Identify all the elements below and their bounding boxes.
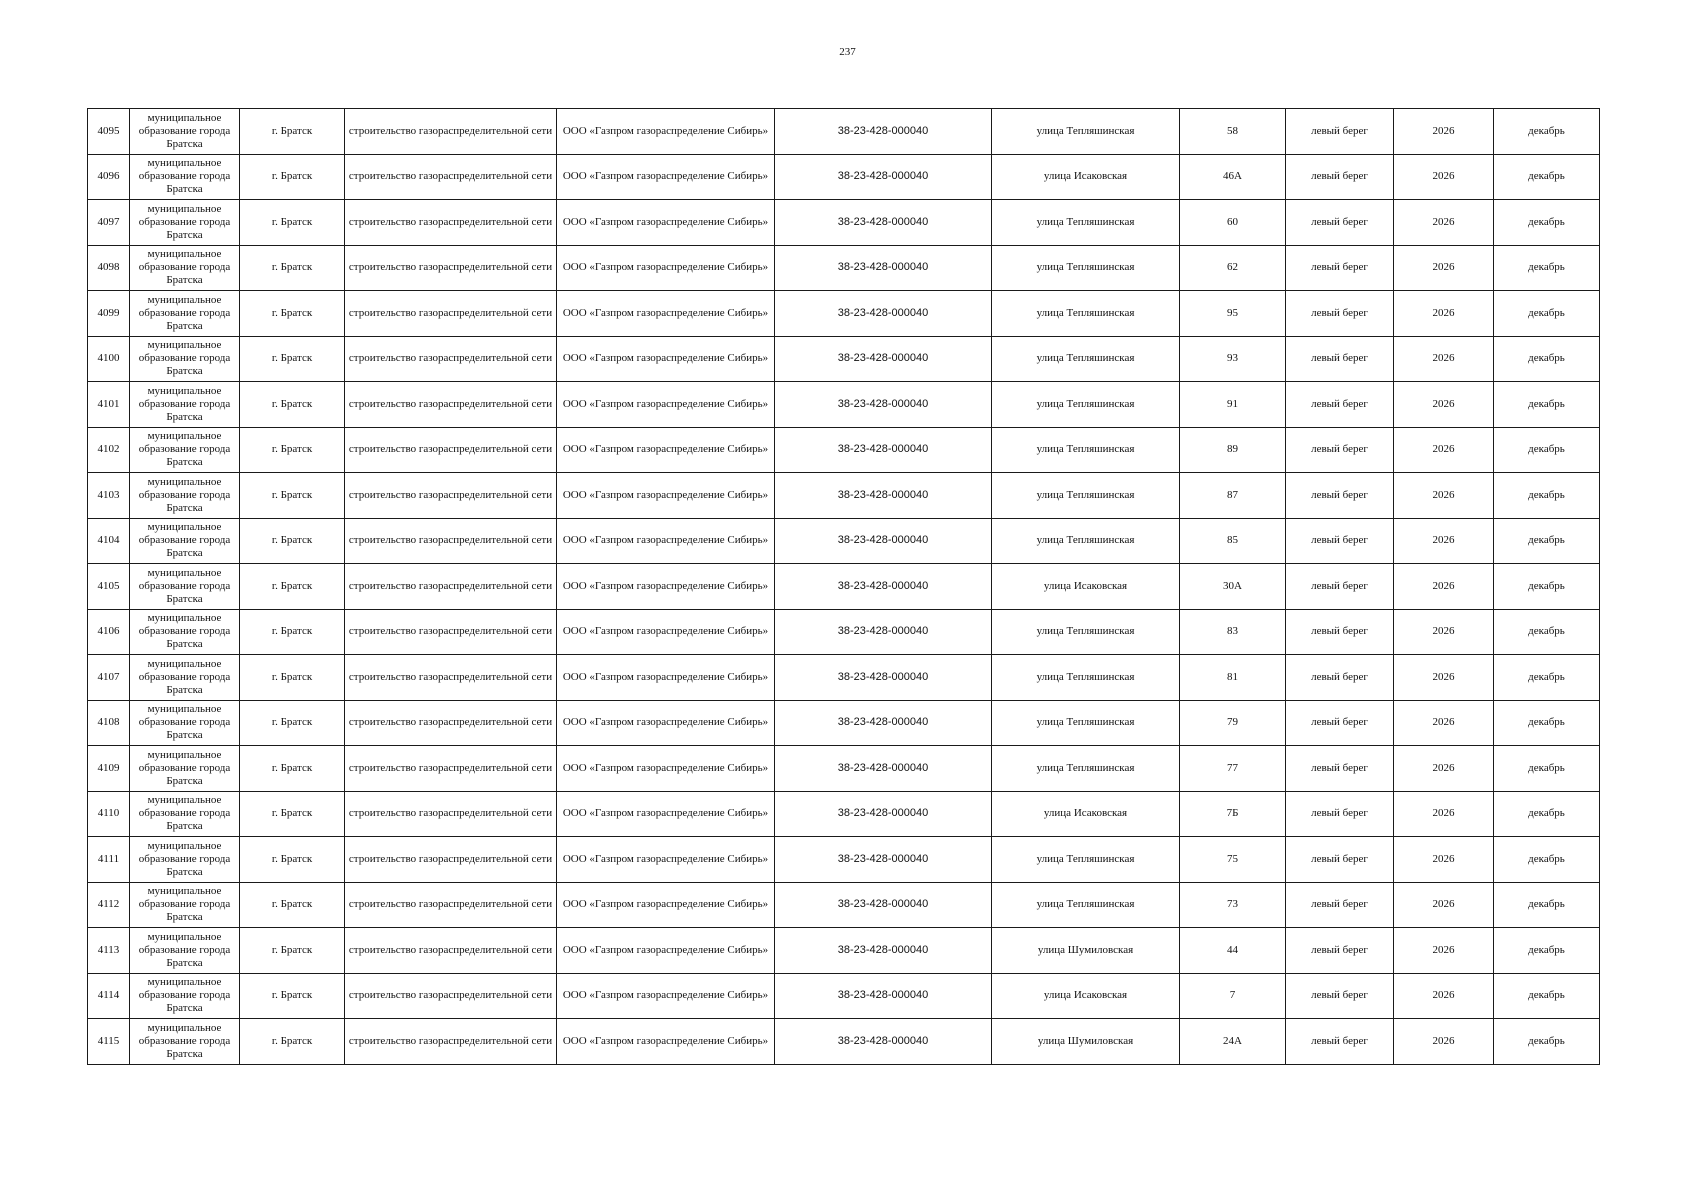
table-row <box>88 518 1600 564</box>
cell-code: 38-23-428-000040 <box>775 109 992 155</box>
cell-work-type: строительство газораспределительной сети <box>345 427 557 473</box>
cell-organization: ООО «Газпром газораспределение Сибирь» <box>557 382 775 428</box>
cell-street: улица Тепляшинская <box>992 336 1180 382</box>
cell-house: 75 <box>1180 837 1286 883</box>
table-row <box>88 245 1600 291</box>
cell-municipality: муниципальное образование города Братска <box>130 791 240 837</box>
cell-bank: левый берег <box>1286 700 1394 746</box>
cell-num: 4098 <box>88 245 130 291</box>
cell-work-type: строительство газораспределительной сети <box>345 473 557 519</box>
cell-year: 2026 <box>1394 200 1494 246</box>
cell-code: 38-23-428-000040 <box>775 473 992 519</box>
table-row <box>88 427 1600 473</box>
cell-month: декабрь <box>1494 882 1600 928</box>
page-number: 237 <box>839 46 856 58</box>
cell-street: улица Тепляшинская <box>992 291 1180 337</box>
cell-municipality: муниципальное образование города Братска <box>130 746 240 792</box>
cell-month: декабрь <box>1494 928 1600 974</box>
cell-work-type: строительство газораспределительной сети <box>345 200 557 246</box>
cell-municipality: муниципальное образование города Братска <box>130 200 240 246</box>
cell-house: 30А <box>1180 564 1286 610</box>
cell-street: улица Тепляшинская <box>992 655 1180 701</box>
cell-city: г. Братск <box>240 245 345 291</box>
table-row <box>88 746 1600 792</box>
cell-organization: ООО «Газпром газораспределение Сибирь» <box>557 791 775 837</box>
cell-house: 81 <box>1180 655 1286 701</box>
cell-bank: левый берег <box>1286 1019 1394 1065</box>
cell-municipality: муниципальное образование города Братска <box>130 928 240 974</box>
cell-month: декабрь <box>1494 291 1600 337</box>
cell-street: улица Исаковская <box>992 564 1180 610</box>
cell-street: улица Тепляшинская <box>992 382 1180 428</box>
table-row <box>88 973 1600 1019</box>
cell-num: 4095 <box>88 109 130 155</box>
table-row <box>88 473 1600 519</box>
cell-year: 2026 <box>1394 154 1494 200</box>
cell-organization: ООО «Газпром газораспределение Сибирь» <box>557 564 775 610</box>
cell-house: 62 <box>1180 245 1286 291</box>
cell-bank: левый берег <box>1286 564 1394 610</box>
cell-code: 38-23-428-000040 <box>775 518 992 564</box>
cell-year: 2026 <box>1394 928 1494 974</box>
cell-house: 93 <box>1180 336 1286 382</box>
cell-street: улица Тепляшинская <box>992 837 1180 883</box>
cell-work-type: строительство газораспределительной сети <box>345 154 557 200</box>
cell-bank: левый берег <box>1286 837 1394 883</box>
table-row <box>88 382 1600 428</box>
cell-work-type: строительство газораспределительной сети <box>345 700 557 746</box>
cell-house: 77 <box>1180 746 1286 792</box>
table-row <box>88 882 1600 928</box>
cell-work-type: строительство газораспределительной сети <box>345 1019 557 1065</box>
cell-work-type: строительство газораспределительной сети <box>345 291 557 337</box>
cell-month: декабрь <box>1494 564 1600 610</box>
cell-month: декабрь <box>1494 154 1600 200</box>
cell-city: г. Братск <box>240 655 345 701</box>
cell-organization: ООО «Газпром газораспределение Сибирь» <box>557 746 775 792</box>
cell-bank: левый берег <box>1286 791 1394 837</box>
cell-street: улица Шумиловская <box>992 928 1180 974</box>
table-row <box>88 791 1600 837</box>
cell-year: 2026 <box>1394 382 1494 428</box>
cell-house: 95 <box>1180 291 1286 337</box>
cell-bank: левый берег <box>1286 245 1394 291</box>
cell-num: 4108 <box>88 700 130 746</box>
cell-code: 38-23-428-000040 <box>775 928 992 974</box>
cell-city: г. Братск <box>240 291 345 337</box>
cell-num: 4101 <box>88 382 130 428</box>
cell-month: декабрь <box>1494 382 1600 428</box>
cell-num: 4109 <box>88 746 130 792</box>
cell-num: 4097 <box>88 200 130 246</box>
cell-code: 38-23-428-000040 <box>775 200 992 246</box>
cell-city: г. Братск <box>240 336 345 382</box>
cell-bank: левый берег <box>1286 200 1394 246</box>
cell-code: 38-23-428-000040 <box>775 791 992 837</box>
cell-work-type: строительство газораспределительной сети <box>345 109 557 155</box>
cell-street: улица Тепляшинская <box>992 109 1180 155</box>
cell-city: г. Братск <box>240 837 345 883</box>
cell-num: 4110 <box>88 791 130 837</box>
cell-month: декабрь <box>1494 518 1600 564</box>
cell-street: улица Тепляшинская <box>992 700 1180 746</box>
cell-municipality: муниципальное образование города Братска <box>130 609 240 655</box>
cell-num: 4111 <box>88 837 130 883</box>
cell-street: улица Исаковская <box>992 791 1180 837</box>
cell-municipality: муниципальное образование города Братска <box>130 700 240 746</box>
cell-code: 38-23-428-000040 <box>775 609 992 655</box>
table-row <box>88 109 1600 155</box>
cell-organization: ООО «Газпром газораспределение Сибирь» <box>557 837 775 883</box>
cell-num: 4103 <box>88 473 130 519</box>
cell-organization: ООО «Газпром газораспределение Сибирь» <box>557 655 775 701</box>
cell-city: г. Братск <box>240 200 345 246</box>
cell-house: 60 <box>1180 200 1286 246</box>
cell-municipality: муниципальное образование города Братска <box>130 973 240 1019</box>
cell-organization: ООО «Газпром газораспределение Сибирь» <box>557 973 775 1019</box>
cell-municipality: муниципальное образование города Братска <box>130 245 240 291</box>
cell-month: декабрь <box>1494 473 1600 519</box>
cell-house: 73 <box>1180 882 1286 928</box>
cell-street: улица Тепляшинская <box>992 609 1180 655</box>
cell-code: 38-23-428-000040 <box>775 1019 992 1065</box>
cell-bank: левый берег <box>1286 973 1394 1019</box>
cell-month: декабрь <box>1494 245 1600 291</box>
cell-city: г. Братск <box>240 109 345 155</box>
cell-bank: левый берег <box>1286 154 1394 200</box>
cell-code: 38-23-428-000040 <box>775 245 992 291</box>
register-rows <box>88 109 1600 1065</box>
cell-work-type: строительство газораспределительной сети <box>345 609 557 655</box>
cell-house: 44 <box>1180 928 1286 974</box>
cell-num: 4106 <box>88 609 130 655</box>
cell-code: 38-23-428-000040 <box>775 382 992 428</box>
cell-house: 79 <box>1180 700 1286 746</box>
cell-organization: ООО «Газпром газораспределение Сибирь» <box>557 109 775 155</box>
cell-year: 2026 <box>1394 1019 1494 1065</box>
cell-month: декабрь <box>1494 791 1600 837</box>
cell-city: г. Братск <box>240 382 345 428</box>
table-row <box>88 609 1600 655</box>
cell-work-type: строительство газораспределительной сети <box>345 655 557 701</box>
cell-work-type: строительство газораспределительной сети <box>345 791 557 837</box>
cell-work-type: строительство газораспределительной сети <box>345 245 557 291</box>
cell-house: 7 <box>1180 973 1286 1019</box>
cell-municipality: муниципальное образование города Братска <box>130 473 240 519</box>
cell-organization: ООО «Газпром газораспределение Сибирь» <box>557 882 775 928</box>
cell-year: 2026 <box>1394 791 1494 837</box>
cell-work-type: строительство газораспределительной сети <box>345 973 557 1019</box>
cell-month: декабрь <box>1494 609 1600 655</box>
cell-organization: ООО «Газпром газораспределение Сибирь» <box>557 518 775 564</box>
cell-street: улица Тепляшинская <box>992 200 1180 246</box>
cell-code: 38-23-428-000040 <box>775 746 992 792</box>
cell-num: 4114 <box>88 973 130 1019</box>
cell-bank: левый берег <box>1286 427 1394 473</box>
cell-city: г. Братск <box>240 154 345 200</box>
cell-municipality: муниципальное образование города Братска <box>130 109 240 155</box>
cell-num: 4099 <box>88 291 130 337</box>
cell-month: декабрь <box>1494 200 1600 246</box>
cell-year: 2026 <box>1394 973 1494 1019</box>
cell-organization: ООО «Газпром газораспределение Сибирь» <box>557 154 775 200</box>
cell-year: 2026 <box>1394 336 1494 382</box>
cell-house: 87 <box>1180 473 1286 519</box>
cell-num: 4113 <box>88 928 130 974</box>
cell-year: 2026 <box>1394 655 1494 701</box>
cell-month: декабрь <box>1494 973 1600 1019</box>
cell-street: улица Шумиловская <box>992 1019 1180 1065</box>
cell-municipality: муниципальное образование города Братска <box>130 336 240 382</box>
cell-bank: левый берег <box>1286 655 1394 701</box>
cell-street: улица Тепляшинская <box>992 882 1180 928</box>
cell-year: 2026 <box>1394 564 1494 610</box>
table-row <box>88 837 1600 883</box>
cell-bank: левый берег <box>1286 291 1394 337</box>
cell-bank: левый берег <box>1286 473 1394 519</box>
cell-city: г. Братск <box>240 700 345 746</box>
table-row <box>88 200 1600 246</box>
cell-house: 91 <box>1180 382 1286 428</box>
cell-organization: ООО «Газпром газораспределение Сибирь» <box>557 291 775 337</box>
cell-year: 2026 <box>1394 700 1494 746</box>
cell-month: декабрь <box>1494 336 1600 382</box>
cell-code: 38-23-428-000040 <box>775 154 992 200</box>
cell-municipality: муниципальное образование города Братска <box>130 564 240 610</box>
table-row <box>88 564 1600 610</box>
cell-year: 2026 <box>1394 746 1494 792</box>
cell-month: декабрь <box>1494 109 1600 155</box>
cell-work-type: строительство газораспределительной сети <box>345 928 557 974</box>
register-table <box>87 108 1600 1065</box>
cell-organization: ООО «Газпром газораспределение Сибирь» <box>557 928 775 974</box>
cell-municipality: муниципальное образование города Братска <box>130 655 240 701</box>
cell-bank: левый берег <box>1286 746 1394 792</box>
cell-city: г. Братск <box>240 791 345 837</box>
cell-code: 38-23-428-000040 <box>775 837 992 883</box>
cell-code: 38-23-428-000040 <box>775 427 992 473</box>
table-row <box>88 1019 1600 1065</box>
cell-num: 4115 <box>88 1019 130 1065</box>
cell-house: 46А <box>1180 154 1286 200</box>
cell-house: 89 <box>1180 427 1286 473</box>
cell-organization: ООО «Газпром газораспределение Сибирь» <box>557 427 775 473</box>
cell-municipality: муниципальное образование города Братска <box>130 882 240 928</box>
cell-year: 2026 <box>1394 427 1494 473</box>
cell-organization: ООО «Газпром газораспределение Сибирь» <box>557 700 775 746</box>
cell-bank: левый берег <box>1286 882 1394 928</box>
cell-num: 4100 <box>88 336 130 382</box>
cell-house: 24А <box>1180 1019 1286 1065</box>
cell-code: 38-23-428-000040 <box>775 973 992 1019</box>
cell-year: 2026 <box>1394 609 1494 655</box>
cell-street: улица Тепляшинская <box>992 746 1180 792</box>
cell-street: улица Исаковская <box>992 973 1180 1019</box>
cell-work-type: строительство газораспределительной сети <box>345 837 557 883</box>
cell-year: 2026 <box>1394 473 1494 519</box>
cell-city: г. Братск <box>240 1019 345 1065</box>
cell-city: г. Братск <box>240 928 345 974</box>
cell-street: улица Тепляшинская <box>992 245 1180 291</box>
cell-month: декабрь <box>1494 700 1600 746</box>
cell-num: 4105 <box>88 564 130 610</box>
cell-house: 85 <box>1180 518 1286 564</box>
cell-street: улица Исаковская <box>992 154 1180 200</box>
cell-work-type: строительство газораспределительной сети <box>345 564 557 610</box>
cell-num: 4107 <box>88 655 130 701</box>
cell-code: 38-23-428-000040 <box>775 700 992 746</box>
cell-num: 4096 <box>88 154 130 200</box>
cell-organization: ООО «Газпром газораспределение Сибирь» <box>557 245 775 291</box>
cell-house: 58 <box>1180 109 1286 155</box>
cell-organization: ООО «Газпром газораспределение Сибирь» <box>557 336 775 382</box>
cell-month: декабрь <box>1494 1019 1600 1065</box>
cell-city: г. Братск <box>240 882 345 928</box>
cell-organization: ООО «Газпром газораспределение Сибирь» <box>557 1019 775 1065</box>
cell-city: г. Братск <box>240 564 345 610</box>
cell-municipality: муниципальное образование города Братска <box>130 291 240 337</box>
cell-organization: ООО «Газпром газораспределение Сибирь» <box>557 609 775 655</box>
cell-month: декабрь <box>1494 746 1600 792</box>
cell-bank: левый берег <box>1286 382 1394 428</box>
cell-municipality: муниципальное образование города Братска <box>130 382 240 428</box>
cell-organization: ООО «Газпром газораспределение Сибирь» <box>557 200 775 246</box>
cell-code: 38-23-428-000040 <box>775 291 992 337</box>
cell-municipality: муниципальное образование города Братска <box>130 518 240 564</box>
cell-year: 2026 <box>1394 518 1494 564</box>
cell-month: декабрь <box>1494 655 1600 701</box>
table-row <box>88 291 1600 337</box>
cell-year: 2026 <box>1394 882 1494 928</box>
cell-code: 38-23-428-000040 <box>775 564 992 610</box>
cell-house: 83 <box>1180 609 1286 655</box>
cell-street: улица Тепляшинская <box>992 473 1180 519</box>
cell-bank: левый берег <box>1286 609 1394 655</box>
cell-bank: левый берег <box>1286 928 1394 974</box>
cell-bank: левый берег <box>1286 336 1394 382</box>
cell-municipality: муниципальное образование города Братска <box>130 1019 240 1065</box>
cell-code: 38-23-428-000040 <box>775 336 992 382</box>
table-row <box>88 655 1600 701</box>
cell-street: улица Тепляшинская <box>992 427 1180 473</box>
cell-code: 38-23-428-000040 <box>775 655 992 701</box>
cell-num: 4104 <box>88 518 130 564</box>
cell-num: 4102 <box>88 427 130 473</box>
cell-city: г. Братск <box>240 518 345 564</box>
cell-year: 2026 <box>1394 291 1494 337</box>
cell-bank: левый берег <box>1286 518 1394 564</box>
table-row <box>88 928 1600 974</box>
table-row <box>88 336 1600 382</box>
table-row <box>88 700 1600 746</box>
cell-municipality: муниципальное образование города Братска <box>130 837 240 883</box>
cell-year: 2026 <box>1394 109 1494 155</box>
cell-work-type: строительство газораспределительной сети <box>345 382 557 428</box>
cell-city: г. Братск <box>240 609 345 655</box>
cell-organization: ООО «Газпром газораспределение Сибирь» <box>557 473 775 519</box>
cell-month: декабрь <box>1494 427 1600 473</box>
cell-work-type: строительство газораспределительной сети <box>345 518 557 564</box>
table-row <box>88 154 1600 200</box>
cell-municipality: муниципальное образование города Братска <box>130 154 240 200</box>
cell-num: 4112 <box>88 882 130 928</box>
cell-municipality: муниципальное образование города Братска <box>130 427 240 473</box>
cell-city: г. Братск <box>240 973 345 1019</box>
cell-year: 2026 <box>1394 837 1494 883</box>
cell-city: г. Братск <box>240 427 345 473</box>
cell-city: г. Братск <box>240 746 345 792</box>
cell-bank: левый берег <box>1286 109 1394 155</box>
cell-house: 7Б <box>1180 791 1286 837</box>
cell-street: улица Тепляшинская <box>992 518 1180 564</box>
cell-work-type: строительство газораспределительной сети <box>345 882 557 928</box>
cell-month: декабрь <box>1494 837 1600 883</box>
cell-city: г. Братск <box>240 473 345 519</box>
cell-year: 2026 <box>1394 245 1494 291</box>
cell-work-type: строительство газораспределительной сети <box>345 336 557 382</box>
cell-work-type: строительство газораспределительной сети <box>345 746 557 792</box>
cell-code: 38-23-428-000040 <box>775 882 992 928</box>
